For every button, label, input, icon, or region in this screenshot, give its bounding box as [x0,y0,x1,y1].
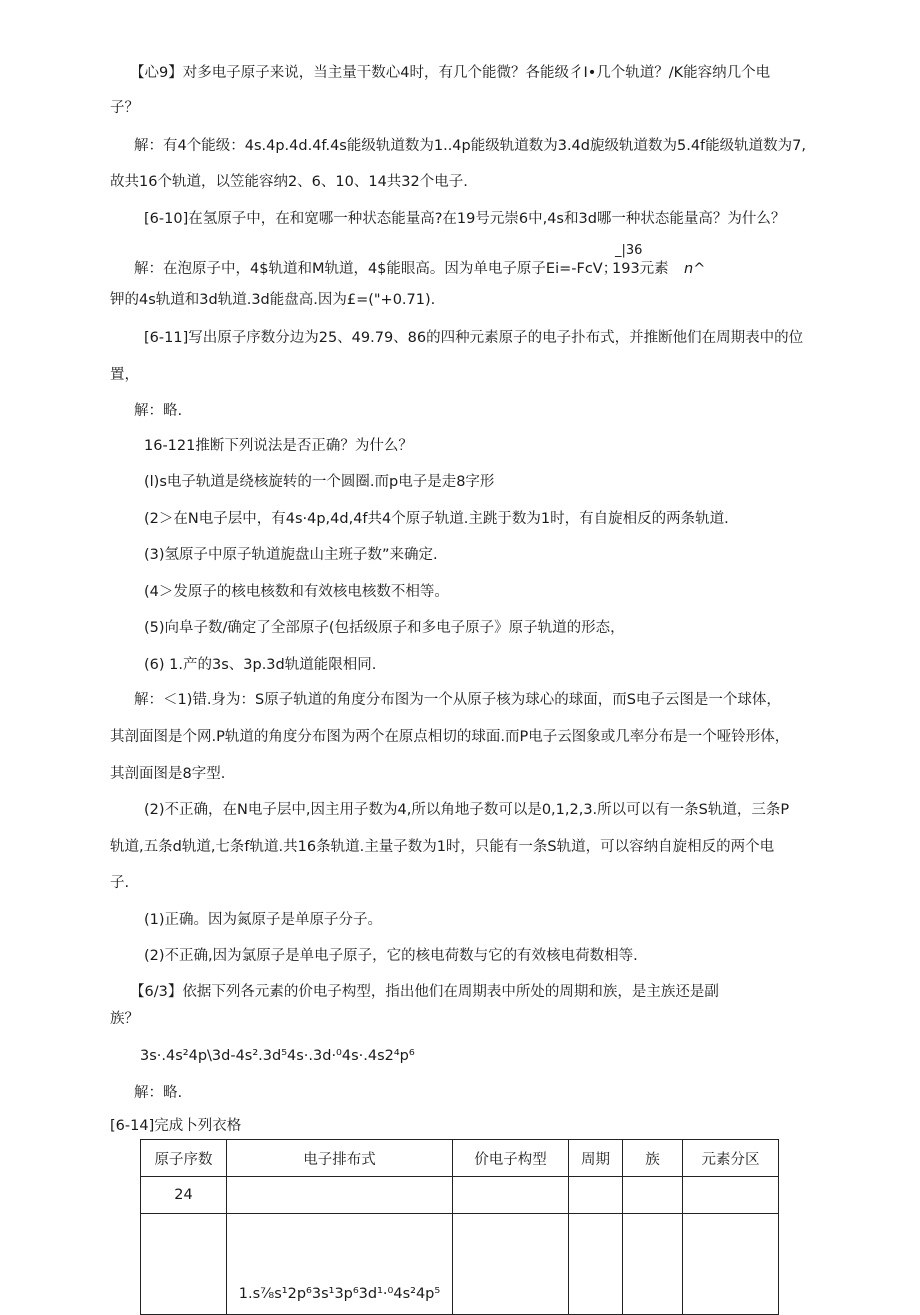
element-table [140,1139,779,1315]
statement-3: (3)氢原子中原子轨道旎盘山主班子数”来确定. [144,547,438,563]
table-cell [227,1177,453,1214]
statement-5: (5)向阜子数/确定了全部原子(包括级原子和多电子原子》原子轨道的形态， [144,620,625,636]
answer-6-12-line6: 子. [110,875,130,891]
table-cell [683,1177,779,1214]
table-row [141,1214,779,1315]
header-valence-configuration: 价电子构型 [453,1140,569,1177]
answer-6-13: 解：略. [134,1085,183,1101]
question-6-11-line2: 置， [110,367,139,383]
table-cell [141,1214,227,1315]
question-6-14: [6-14]完成卜列衣格 [110,1118,242,1134]
answer-6-12-line3: 其剖面图是8字型. [110,766,226,782]
table-row [141,1177,779,1214]
header-atomic-number: 原子序数 [141,1140,227,1177]
question-6-9-line2: 子？ [110,100,139,116]
formula-fragment-bottom: 193元素 [612,261,669,277]
statement-6: (6) 1.产的3s、3p.3d轨道能限相同. [144,657,377,673]
question-6-13-line2: 族？ [110,1011,139,1027]
answer-6-12-line4: (2)不正确，在N电子层中,因主用子数为4,所以角地子数可以是0,1,2,3.所以可以有一条S轨道，三条P [144,802,790,818]
answer-6-12-line2: 其剖面图是个网.P轨道的角度分布图为两个在原点相切的球面.而P电子云图象或几率分布是一个哑铃形体， [110,729,790,745]
answer-6-12-line5: 轨道,五条d轨道,七条f轨道.共16条轨道.主量子数为1时，只能有一条S轨道，可以容纳自旋相反的两个电 [110,839,775,855]
statement-2: (2＞在N电子层中，有4s·4p,4d,4f共4个原子轨道.主跳于数为1时，有自旋相反的两条轨道. [144,511,729,527]
answer-6-10-line2: 钾的4s轨道和3d轨道.3d能盘高.因为£=("+0.71). [110,292,436,308]
table-cell [569,1177,623,1214]
table-header-row [141,1140,779,1177]
table-cell [453,1214,569,1315]
formula-fragment-top: _|36 [615,243,643,258]
question-6-11-line1: [6-11]写出原子序数分边为25、49.79、86的四种元素原子的电子扑布式，并推断他们在周期表中的位 [144,330,804,346]
question-6-13-line1: 【6/3】依据下列各元素的价电子构型，指出他们在周期表中所处的周期和族，是主族还是副 [130,984,719,1000]
statement-1: (l)s电子轨道是绕核旋转的一个圆圈.而p电子是走8字形 [144,474,495,490]
statement-4: (4＞发原子的核电核数和有效核电核数不相等。 [144,584,449,600]
table-cell: 24 [141,1177,227,1214]
table-cell [623,1214,683,1315]
question-6-12: 16-121推断下列说法是否正确？为什么？ [144,438,413,454]
header-block: 元素分区 [683,1140,779,1177]
table-cell [453,1177,569,1214]
header-period: 周期 [569,1140,623,1177]
answer-6-10-line1: 解：在泡原子中，4$轨道和M轨道，4$能眼高。因为单电子原子Ei=-FcV； [134,261,618,277]
table-cell [683,1214,779,1315]
header-group: 族 [623,1140,683,1177]
answer-6-9-line1: 解：有4个能级：4s.4p.4d.4f.4s能级轨道数为1..4p能级轨道数为3.4d旎级轨道数为5.4f能级轨道数为7, [134,138,806,154]
table-cell [569,1214,623,1315]
answer-6-9-line2: 故共16个轨道，以笠能容纳2、6、10、14共32个电子. [110,174,468,190]
table-cell: 1.s⅞s¹2p⁶3s¹3p⁶3d¹·⁰4s²4p⁵ [227,1214,453,1315]
answer-6-12-line7: (1)正确。因为氮原子是单原子分子。 [144,912,383,928]
answer-6-12-line8: (2)不正确,因为氯原子是单电子原子，它的核电荷数与它的有效核电荷数相等. [144,948,638,964]
formula-fragment-symbol: n^ [684,261,706,277]
table-cell [623,1177,683,1214]
valence-configurations: 3s·.4s²4p\3d-4s².3d⁵4s·.3d·⁰4s·.4s2⁴p⁶ [140,1048,415,1064]
answer-6-12-line1: 解：＜1)错.身为：S原子轨道的角度分布图为一个从原子核为球心的球面，而S电子云图是一个球体， [134,692,781,708]
answer-6-11: 解：略. [134,403,183,419]
question-6-9-line1: 【心9】对多电子原子来说，当主量干数心4时，有几个能微？各能级彳I•几个轨道？/K能容纳几个电 [130,65,771,81]
header-electron-configuration: 电子排布式 [227,1140,453,1177]
question-6-10: [6-10]在氢原子中，在和宽哪一种状态能量高?在19号元崇6中,4s和3d哪一种状态能量高？为什么？ [144,211,786,227]
